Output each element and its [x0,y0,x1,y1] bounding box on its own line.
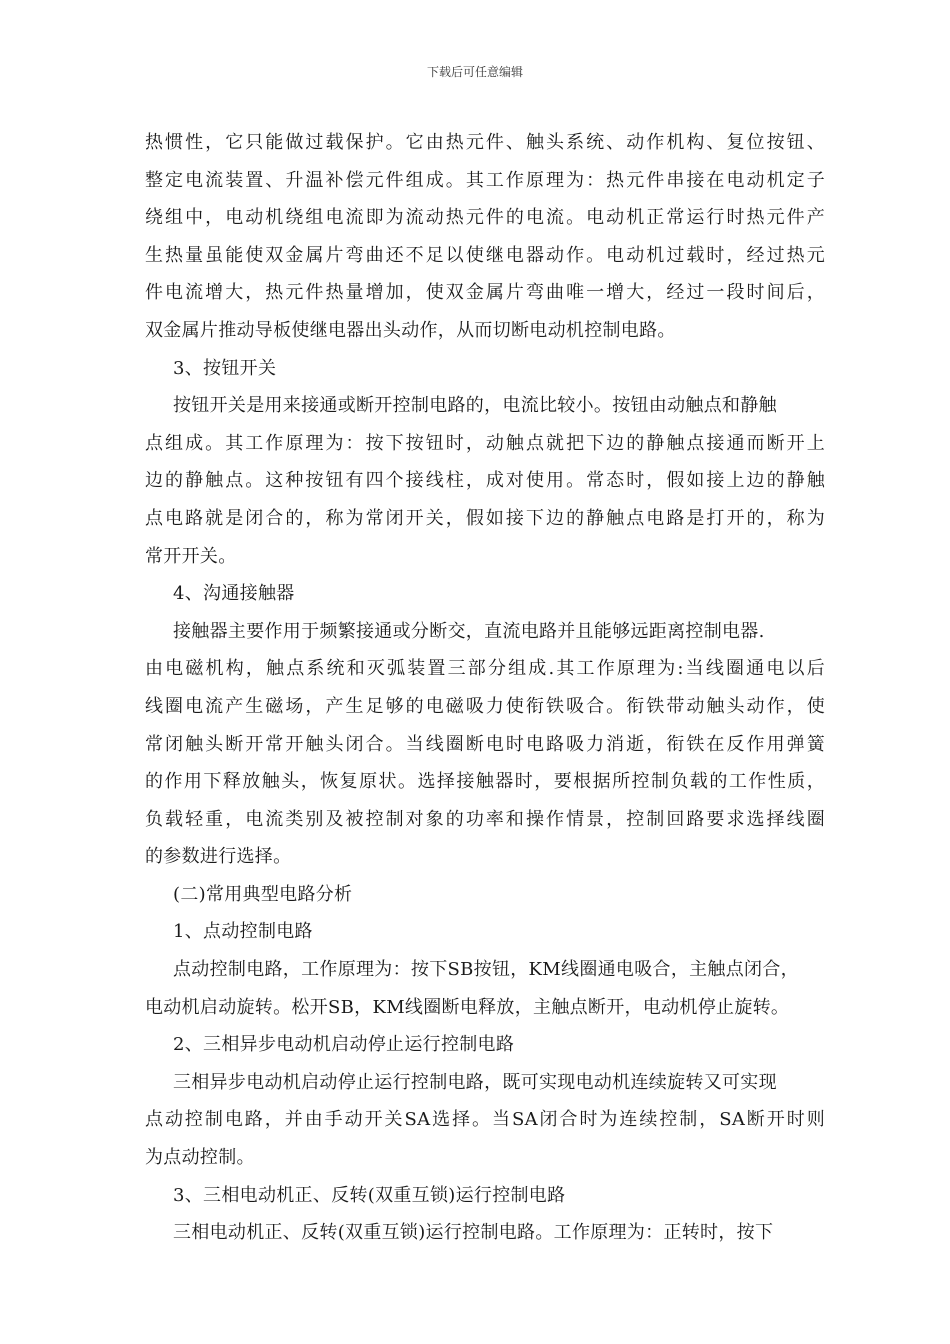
text-line: 3、三相电动机正、反转(双重互锁)运行控制电路 [173,1184,566,1206]
text-line: 点动控制电路，工作原理为：按下SB按钮，KM线圈通电吸合，主触点闭合， [173,959,799,981]
text-line: 接触器主要作用于频繁接通或分断交，直流电路并且能够远距离控制电器. [173,620,765,642]
text-line: 按钮开关是用来接通或断开控制电路的，电流比较小。按钮由动触点和静触 [173,395,777,417]
text-line: 整定电流装置、升温补偿元件组成。其工作原理为：热元件串接在电动机定子 [145,169,825,191]
text-line: 边的静触点。这种按钮有四个接线柱，成对使用。常态时，假如接上边的静触 [145,470,825,492]
text-line: 绕组中，电动机绕组电流即为流动热元件的电流。电动机正常运行时热元件产 [145,207,825,229]
text-line: 常闭触头断开常开触头闭合。当线圈断电时电路吸力消逝，衔铁在反作用弹簧 [145,733,825,755]
text-line: 点电路就是闭合的，称为常闭开关，假如接下边的静触点电路是打开的，称为 [145,507,825,529]
page-header: 下载后可任意编辑 [426,65,523,79]
text-line: 件电流增大，热元件热量增加，使双金属片弯曲唯一增大，经过一段时间后， [145,282,825,304]
text-line: 4、沟通接触器 [173,583,295,605]
text-line: 三相电动机正、反转(双重互锁)运行控制电路。工作原理为：正转时，按下 [173,1222,774,1244]
text-line: 电动机启动旋转。松开SB，KM线圈断电释放，主触点断开，电动机停止旋转。 [145,996,790,1018]
text-line: 双金属片推动导板使继电器出头动作，从而切断电动机控制电路。 [145,319,676,341]
text-line: 点组成。其工作原理为：按下按钮时，动触点就把下边的静触点接通而断开上 [145,432,825,454]
text-line: 的作用下释放触头，恢复原状。选择接触器时，要根据所控制负载的工作性质， [145,771,825,793]
text-line: 3、按钮开关 [173,357,277,379]
text-line: 常开开关。 [145,545,237,567]
text-line: 负载轻重，电流类别及被控制对象的功率和操作情景，控制回路要求选择线圈 [145,808,825,830]
text-line: 的参数进行选择。 [145,846,292,868]
text-line: 三相异步电动机启动停止运行控制电路，既可实现电动机连续旋转又可实现 [173,1071,777,1093]
document-body [145,124,825,1252]
text-line: 由电磁机构，触点系统和灭弧装置三部分组成.其工作原理为:当线圈通电以后 [145,658,825,680]
text-line: 热惯性，它只能做过载保护。它由热元件、触头系统、动作机构、复位按钮、 [145,132,825,153]
text-line: 1、点动控制电路 [173,921,313,943]
text-line: 线圈电流产生磁场，产生足够的电磁吸力使衔铁吸合。衔铁带动触头动作，使 [145,695,825,717]
text-line: 为点动控制。 [145,1147,255,1169]
text-line: 2、三相异步电动机启动停止运行控制电路 [173,1034,515,1056]
text-line: 点动控制电路，并由手动开关SA选择。当SA闭合时为连续控制，SA断开时则 [145,1109,825,1131]
text-line: 生热量虽能使双金属片弯曲还不足以使继电器动作。电动机过载时，经过热元 [145,244,825,266]
text-line: (二)常用典型电路分析 [173,883,353,905]
